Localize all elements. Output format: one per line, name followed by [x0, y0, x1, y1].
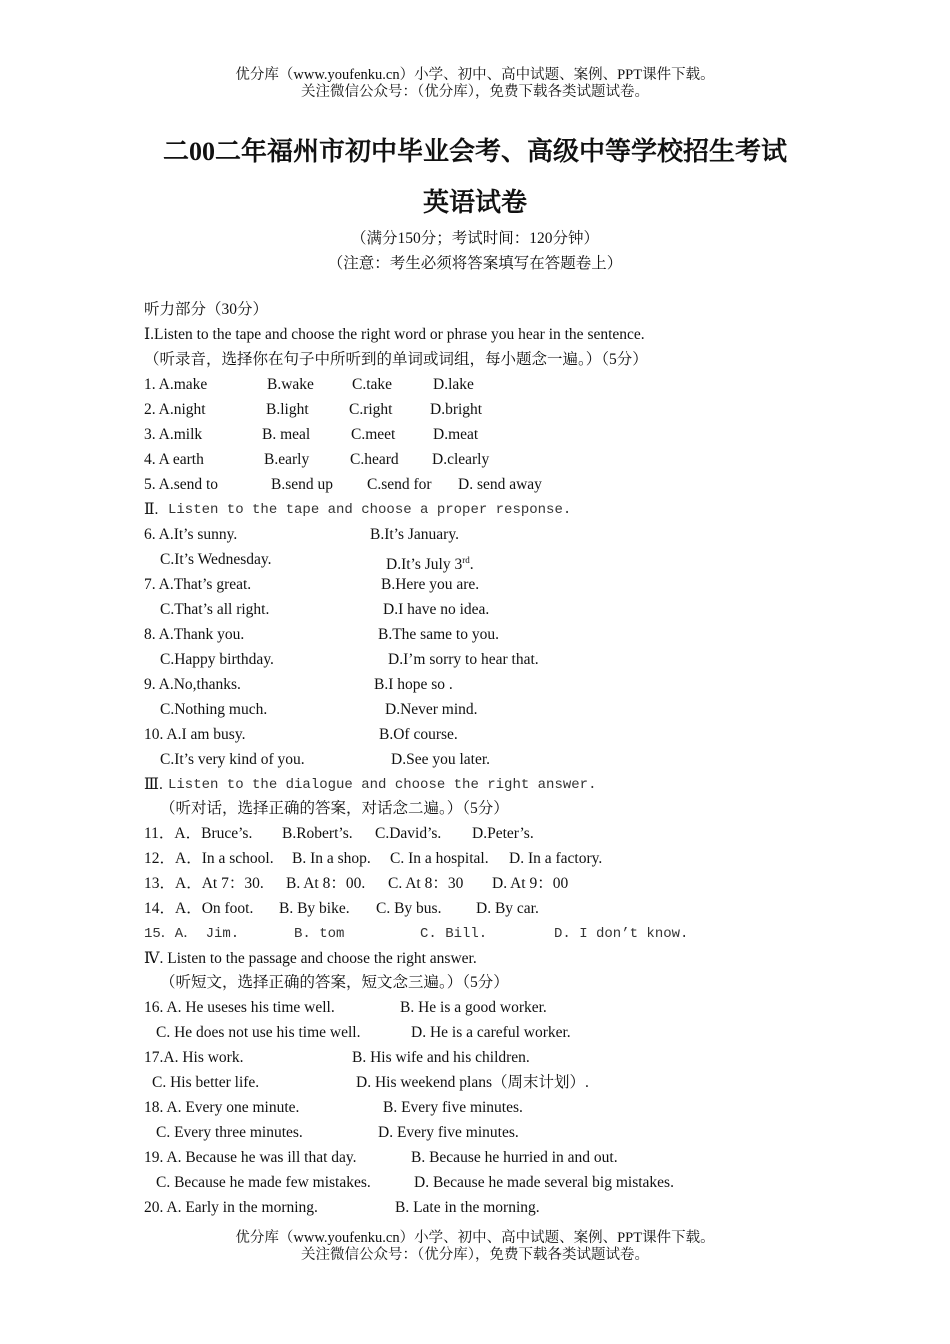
q18-option-b: B. Every five minutes. [383, 1099, 523, 1116]
q17-option-c: C. His better life. [152, 1074, 260, 1091]
part2-text: Listen to the tape and choose a proper response. [168, 502, 572, 518]
q14-option-b: B. By bike. [279, 900, 350, 917]
q17-option-d: D. His weekend plans（周末计划）. [356, 1074, 589, 1091]
q12-option-d: D. In a factory. [509, 850, 603, 867]
q10-option-a: 10. A.I am busy. [144, 726, 246, 743]
q18-option-d: D. Every five minutes. [378, 1124, 519, 1141]
q13-option-b: B. At 8：00. [286, 875, 366, 892]
q1-option-a: 1. A.make [144, 376, 208, 393]
q2-option-d: D.bright [430, 401, 483, 418]
q17-option-b: B. His wife and his children. [352, 1049, 530, 1066]
q2-option-b: B.light [266, 401, 309, 418]
q4-option-b: B.early [264, 451, 310, 468]
q18-option-c: C. Every three minutes. [156, 1124, 303, 1141]
q3-option-d: D.meat [433, 426, 479, 443]
footer-line-2: 关注微信公众号：（优分库），免费下载各类试题试卷。 [301, 1247, 649, 1263]
score-time: （满分150分；考试时间：120分钟） [350, 230, 599, 247]
q20-option-a: 20. A. Early in the morning. [144, 1199, 318, 1216]
part1-instruction: Ⅰ.Listen to the tape and choose the right word or phrase you hear in the sentence. [144, 326, 645, 343]
page-header [0, 67, 950, 101]
q6-option-d-text: D.It’s July 3 [386, 556, 463, 574]
q8-option-d: D.I’m sorry to hear that. [388, 651, 539, 668]
q1-option-b: B.wake [267, 376, 314, 393]
part3-number: Ⅲ. [144, 776, 163, 793]
q10-option-c: C.It’s very kind of you. [160, 751, 305, 768]
q1-option-c: C.take [352, 376, 393, 393]
q9-option-c: C.Nothing much. [160, 701, 268, 718]
q14-option-d: D. By car. [476, 900, 539, 917]
q12-option-b: B. In a shop. [292, 850, 371, 867]
q6-option-d-end: . [469, 556, 474, 574]
q7-option-d: D.I have no idea. [383, 601, 490, 618]
part2-number: Ⅱ. [144, 501, 159, 518]
part3-instruction-cn: （听对话，选择正确的答案，对话念二遍。）（5分） [160, 800, 509, 817]
footer-line-1: 优分库（www.youfenku.cn）小学、初中、高中试题、案例、PPT课件下载。 [235, 1230, 715, 1246]
q2-option-c: C.right [349, 401, 393, 418]
q5-option-d: D. send away [458, 476, 542, 493]
header-line-2: 关注微信公众号：（优分库），免费下载各类试题试卷。 [301, 84, 649, 100]
q6-option-b: B.It’s January. [370, 526, 459, 543]
q8-option-c: C.Happy birthday. [160, 651, 274, 668]
listening-heading: 听力部分（30分） [144, 301, 269, 318]
q10-option-d: D.See you later. [391, 751, 491, 768]
q7-option-a: 7. A.That’s great. [144, 576, 252, 593]
q6-option-a: 6. A.It’s sunny. [144, 526, 238, 543]
exam-title: 二00二年福州市初中毕业会考、高级中等学校招生考试 [162, 137, 787, 166]
q16-option-c: C. He does not use his time well. [156, 1024, 361, 1041]
q6-option-d-sup: rd [462, 555, 470, 565]
q5-option-c: C.send for [367, 476, 432, 493]
q6-option-c: C.It’s Wednesday. [160, 551, 272, 568]
q5-option-b: B.send up [271, 476, 333, 493]
q12-option-c: C. In a hospital. [390, 850, 489, 867]
q19-option-c: C. Because he made few mistakes. [156, 1174, 371, 1191]
q14-option-a: 14．A．On foot. [144, 900, 254, 917]
q4-option-c: C.heard [350, 451, 399, 468]
q7-option-c: C.That’s all right. [160, 601, 270, 618]
q9-option-a: 9. A.No,thanks. [144, 676, 241, 693]
q19-option-b: B. Because he hurried in and out. [411, 1149, 618, 1166]
q11-option-a: 11．A．Bruce’s. [144, 825, 253, 842]
exam-note: （注意：考生必须将答案填写在答题卷上） [327, 255, 623, 272]
q11-option-d: D.Peter’s. [472, 825, 534, 842]
q3-option-b: B. meal [262, 426, 311, 443]
q9-option-b: B.I hope so . [374, 676, 453, 693]
q4-option-d: D.clearly [432, 451, 490, 468]
part4-instruction: Ⅳ. Listen to the passage and choose the right answer. [144, 950, 477, 967]
q9-option-d: D.Never mind. [385, 701, 478, 718]
q17-option-a: 17.A. His work. [144, 1049, 244, 1066]
q16-option-b: B. He is a good worker. [400, 999, 547, 1016]
q8-option-a: 8. A.Thank you. [144, 626, 245, 643]
q19-option-d: D. Because he made several big mistakes. [414, 1174, 674, 1191]
q18-option-a: 18. A. Every one minute. [144, 1099, 300, 1116]
q5-option-a: 5. A.send to [144, 476, 219, 493]
q3-option-c: C.meet [351, 426, 396, 443]
q15-option-c: C. Bill. [420, 926, 488, 942]
q13-option-a: 13．A．At 7：30. [144, 875, 264, 892]
q3-option-a: 3. A.milk [144, 426, 203, 443]
q19-option-a: 19. A. Because he was ill that day. [144, 1149, 357, 1166]
part3-text: Listen to the dialogue and choose the right answer. [168, 777, 597, 793]
q20-option-b: B. Late in the morning. [395, 1199, 540, 1216]
part1-instruction-cn: （听录音，选择你在句子中所听到的单词或词组，每小题念一遍。）（5分） [144, 351, 648, 368]
q10-option-b: B.Of course. [379, 726, 458, 743]
q6-option-d [386, 549, 474, 576]
q8-option-b: B.The same to you. [378, 626, 499, 643]
q4-option-a: 4. A earth [144, 451, 204, 468]
q7-option-b: B.Here you are. [381, 576, 480, 593]
exam-subtitle: 英语试卷 [422, 188, 527, 217]
q16-option-a: 16. A. He useses his time well. [144, 999, 335, 1016]
q11-option-b: B.Robert’s. [282, 825, 353, 842]
q13-option-c: C. At 8：30 [388, 875, 464, 892]
q11-option-c: C.David’s. [375, 825, 442, 842]
part4-instruction-cn: （听短文，选择正确的答案，短文念三遍。）（5分） [160, 974, 509, 991]
q15-option-a: 15．A． Jim. [144, 926, 240, 942]
q16-option-d: D. He is a careful worker. [411, 1024, 571, 1041]
q15-option-d: D. I don’t know. [554, 926, 689, 942]
q1-option-d: D.lake [433, 376, 474, 393]
q15-option-b: B. tom [294, 926, 345, 942]
q2-option-a: 2. A.night [144, 401, 206, 418]
page-footer [0, 1230, 950, 1264]
q13-option-d: D. At 9：00 [492, 875, 569, 892]
header-line-1: 优分库（www.youfenku.cn）小学、初中、高中试题、案例、PPT课件下载。 [235, 67, 715, 83]
q14-option-c: C. By bus. [376, 900, 442, 917]
q12-option-a: 12．A．In a school. [144, 850, 274, 867]
